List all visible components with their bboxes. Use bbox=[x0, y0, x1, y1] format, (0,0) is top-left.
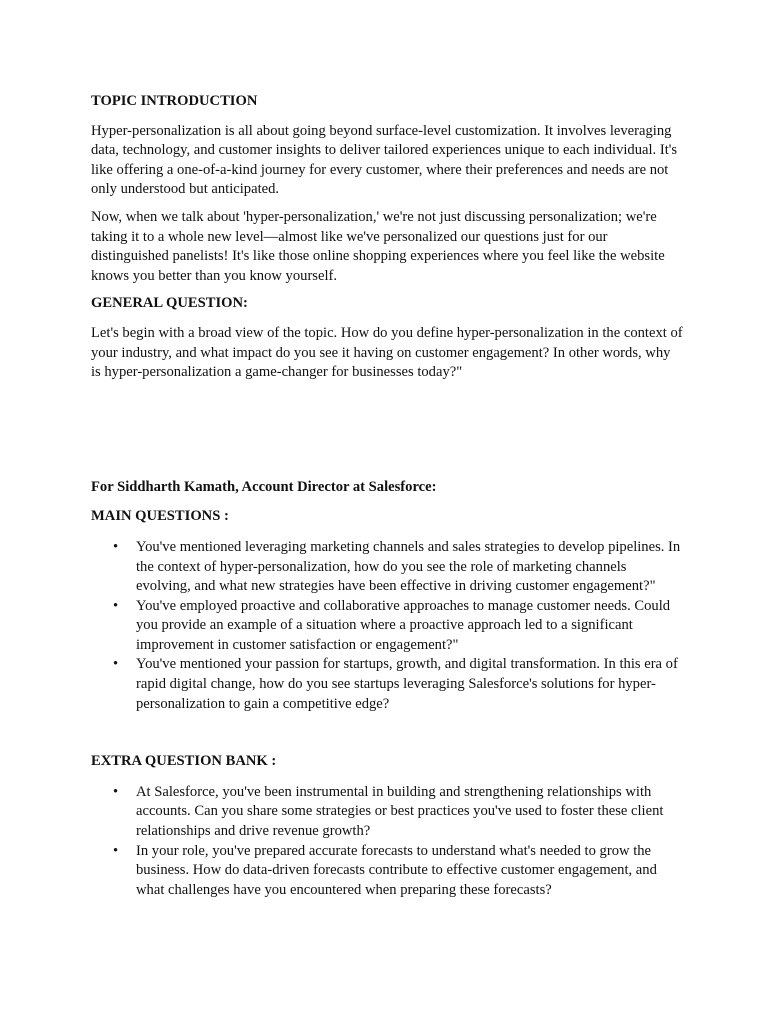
general-question-heading: GENERAL QUESTION: bbox=[91, 295, 248, 312]
list-item bbox=[91, 655, 683, 714]
extra-question-bank-heading: EXTRA QUESTION BANK : bbox=[91, 753, 277, 770]
main-question-text: You've mentioned leveraging marketing channels and sales strategies to develop pipelines. In the context of hyper-personalization, how do you see the role of marketing channels evolving, and what new strategies have been effective in driving customer engagement?" bbox=[136, 538, 681, 595]
extra-question-text: In your role, you've prepared accurate forecasts to understand what's needed to grow the business. How do data-driven forecasts contribute to effective customer engagement, and what challenges have you encountered when preparing these forecasts? bbox=[136, 842, 657, 898]
general-question-paragraph: Let's begin with a broad view of the topic. How do you define hyper-personalization in the context of your industry, and what impact do you see it having on customer engagement? In other words, why is hyper-personalization a game-changer for businesses today?" bbox=[91, 324, 683, 381]
list-item bbox=[91, 783, 683, 842]
panelist-heading: For Siddharth Kamath, Account Director at Salesforce: bbox=[91, 478, 437, 495]
extra-questions-list bbox=[91, 783, 683, 901]
list-item bbox=[91, 538, 683, 597]
bullet-icon: • bbox=[113, 842, 119, 859]
bullet-icon: • bbox=[113, 597, 119, 614]
main-question-text: You've mentioned your passion for startups, growth, and digital transformation. In this era of rapid digital change, how do you see startups leveraging Salesforce's solutions for hyper-personalization to gain a competitive edge? bbox=[136, 656, 678, 712]
bullet-icon: • bbox=[113, 656, 119, 673]
intro-paragraph-2: Now, when we talk about 'hyper-personalization,' we're not just discussing personalization; we're taking it to a whole new level—almost like we've personalized our questions just for our distinguished panelists! It's like those online shopping experiences where you feel like the website knows you better than you know yourself. bbox=[91, 208, 665, 284]
main-questions-heading: MAIN QUESTIONS : bbox=[91, 508, 229, 525]
bullet-icon: • bbox=[113, 538, 119, 555]
topic-introduction-heading: TOPIC INTRODUCTION bbox=[91, 93, 258, 109]
list-item bbox=[91, 842, 683, 901]
main-questions-list bbox=[91, 538, 683, 714]
document-page bbox=[91, 92, 683, 900]
main-question-text: You've employed proactive and collaborative approaches to manage customer needs. Could you provide an example of a situation where a proactive approach led to a significant improvement in customer satisfaction or engagement?" bbox=[136, 597, 671, 653]
bullet-icon: • bbox=[113, 783, 119, 800]
intro-paragraph-1: Hyper-personalization is all about going beyond surface-level customization. It involves leveraging data, technology, and customer insights to deliver tailored experiences unique to each individual. It's like offering a one-of-a-kind journey for every customer, where their preferences and needs are not only understood but anticipated. bbox=[91, 122, 678, 198]
list-item bbox=[91, 597, 683, 656]
extra-question-text: At Salesforce, you've been instrumental in building and strengthening relationships with accounts. Can you share some strategies or best practices you've used to foster these client relationships and drive revenue growth? bbox=[136, 783, 664, 840]
